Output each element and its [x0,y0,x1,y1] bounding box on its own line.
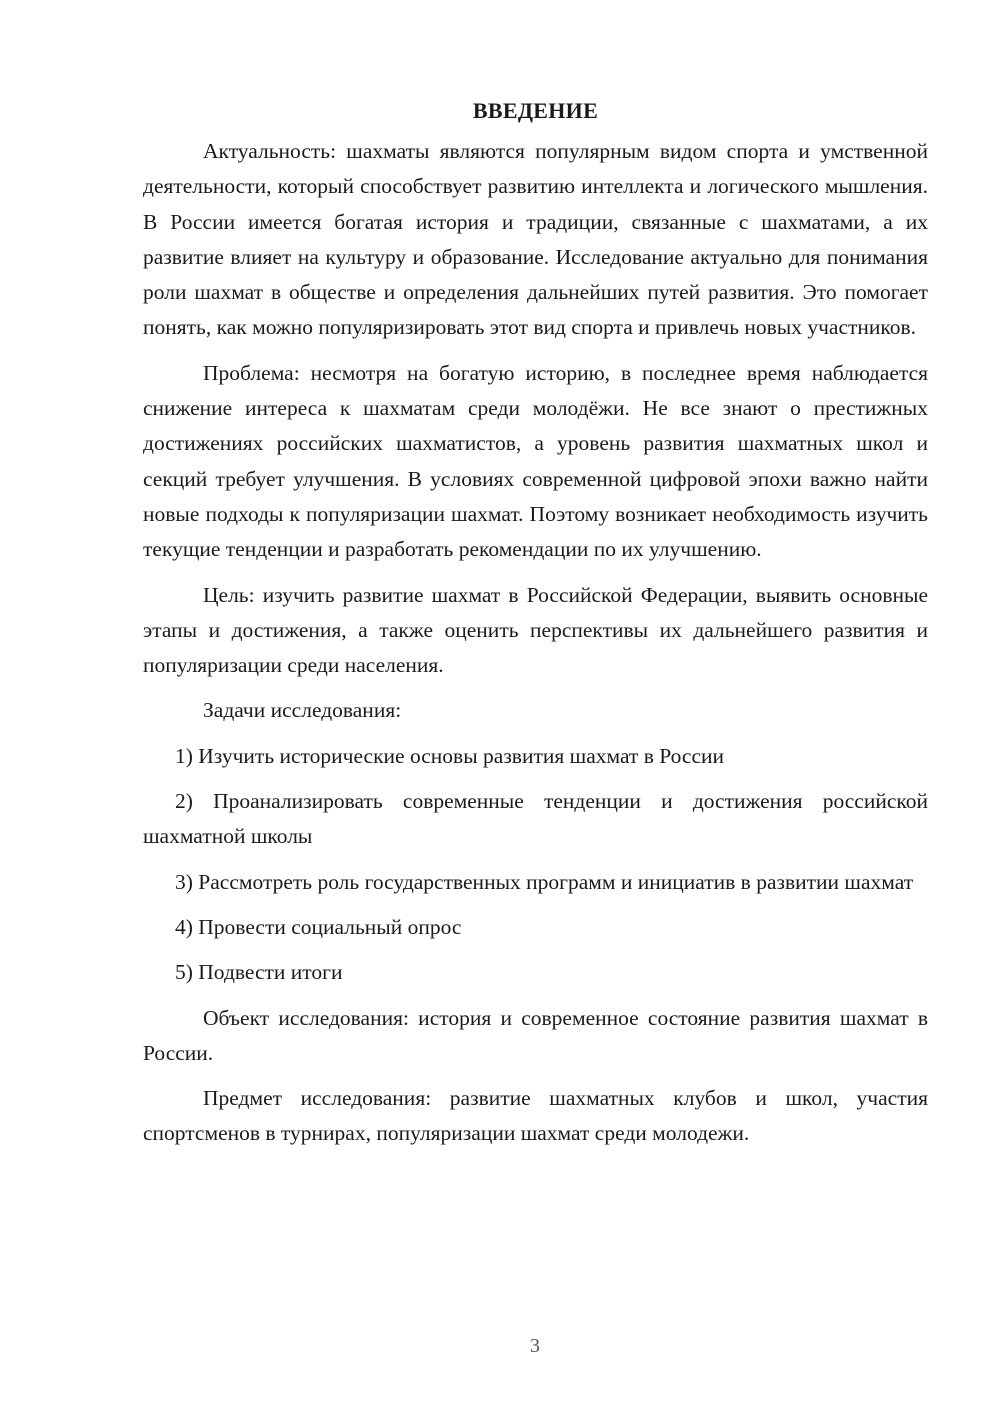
page-number: 3 [530,1335,540,1357]
list-item: 1) Изучить исторические основы развития шахмат в России [175,743,725,768]
paragraph-goal: Цель: изучить развитие шахмат в Российской Федерации, выявить основные этапы и достижения, а также оценить перспективы их дальнейшего развития и популяризации среди населения. [143,582,928,678]
document-page [143,96,928,1162]
list-item: 5) Подвести итоги [175,960,343,985]
paragraph-relevance: Актуальность: шахматы являются популярным видом спорта и умственной деятельности, который способствует развитию интеллекта и логического мышления. В России имеется богатая история и традиции, связанные с шахматами, а их развитие влияет на культуру и образование. Исследование актуально для понимания роли шахмат в обществе и определения дальнейших путей развития. Это помогает понять, как можно популяризировать этот вид спорта и привлечь новых участников. [143,139,928,340]
paragraph-subject: Предмет исследования: развитие шахматных клубов и школ, участия спортсменов в турнирах, популяризации шахмат среди молодежи. [143,1086,928,1146]
list-item: 2) Проанализировать современные тенденции и достижения российской шахматной школы [143,789,928,849]
paragraph-problem: Проблема: несмотря на богатую историю, в последнее время наблюдается снижение интереса к шахматам среди молодёжи. Не все знают о престижных достижениях российских шахматистов, а уровень развития шахматных школ и секций требует улучшения. В условиях современной цифровой эпохи важно найти новые подходы к популяризации шахмат. Поэтому возникает необходимость изучить текущие тенденции и разработать рекомендации по их улучшению. [143,360,928,562]
list-item: 3) Рассмотреть роль государственных программ и инициатив в развитии шахмат [175,869,914,894]
paragraph-object: Объект исследования: история и современное состояние развития шахмат в России. [143,1005,928,1065]
list-item: 4) Провести социальный опрос [175,914,462,939]
page-title: ВВЕДЕНИЕ [472,98,599,123]
tasks-heading: Задачи исследования: [203,698,402,723]
tasks-list [143,739,928,991]
